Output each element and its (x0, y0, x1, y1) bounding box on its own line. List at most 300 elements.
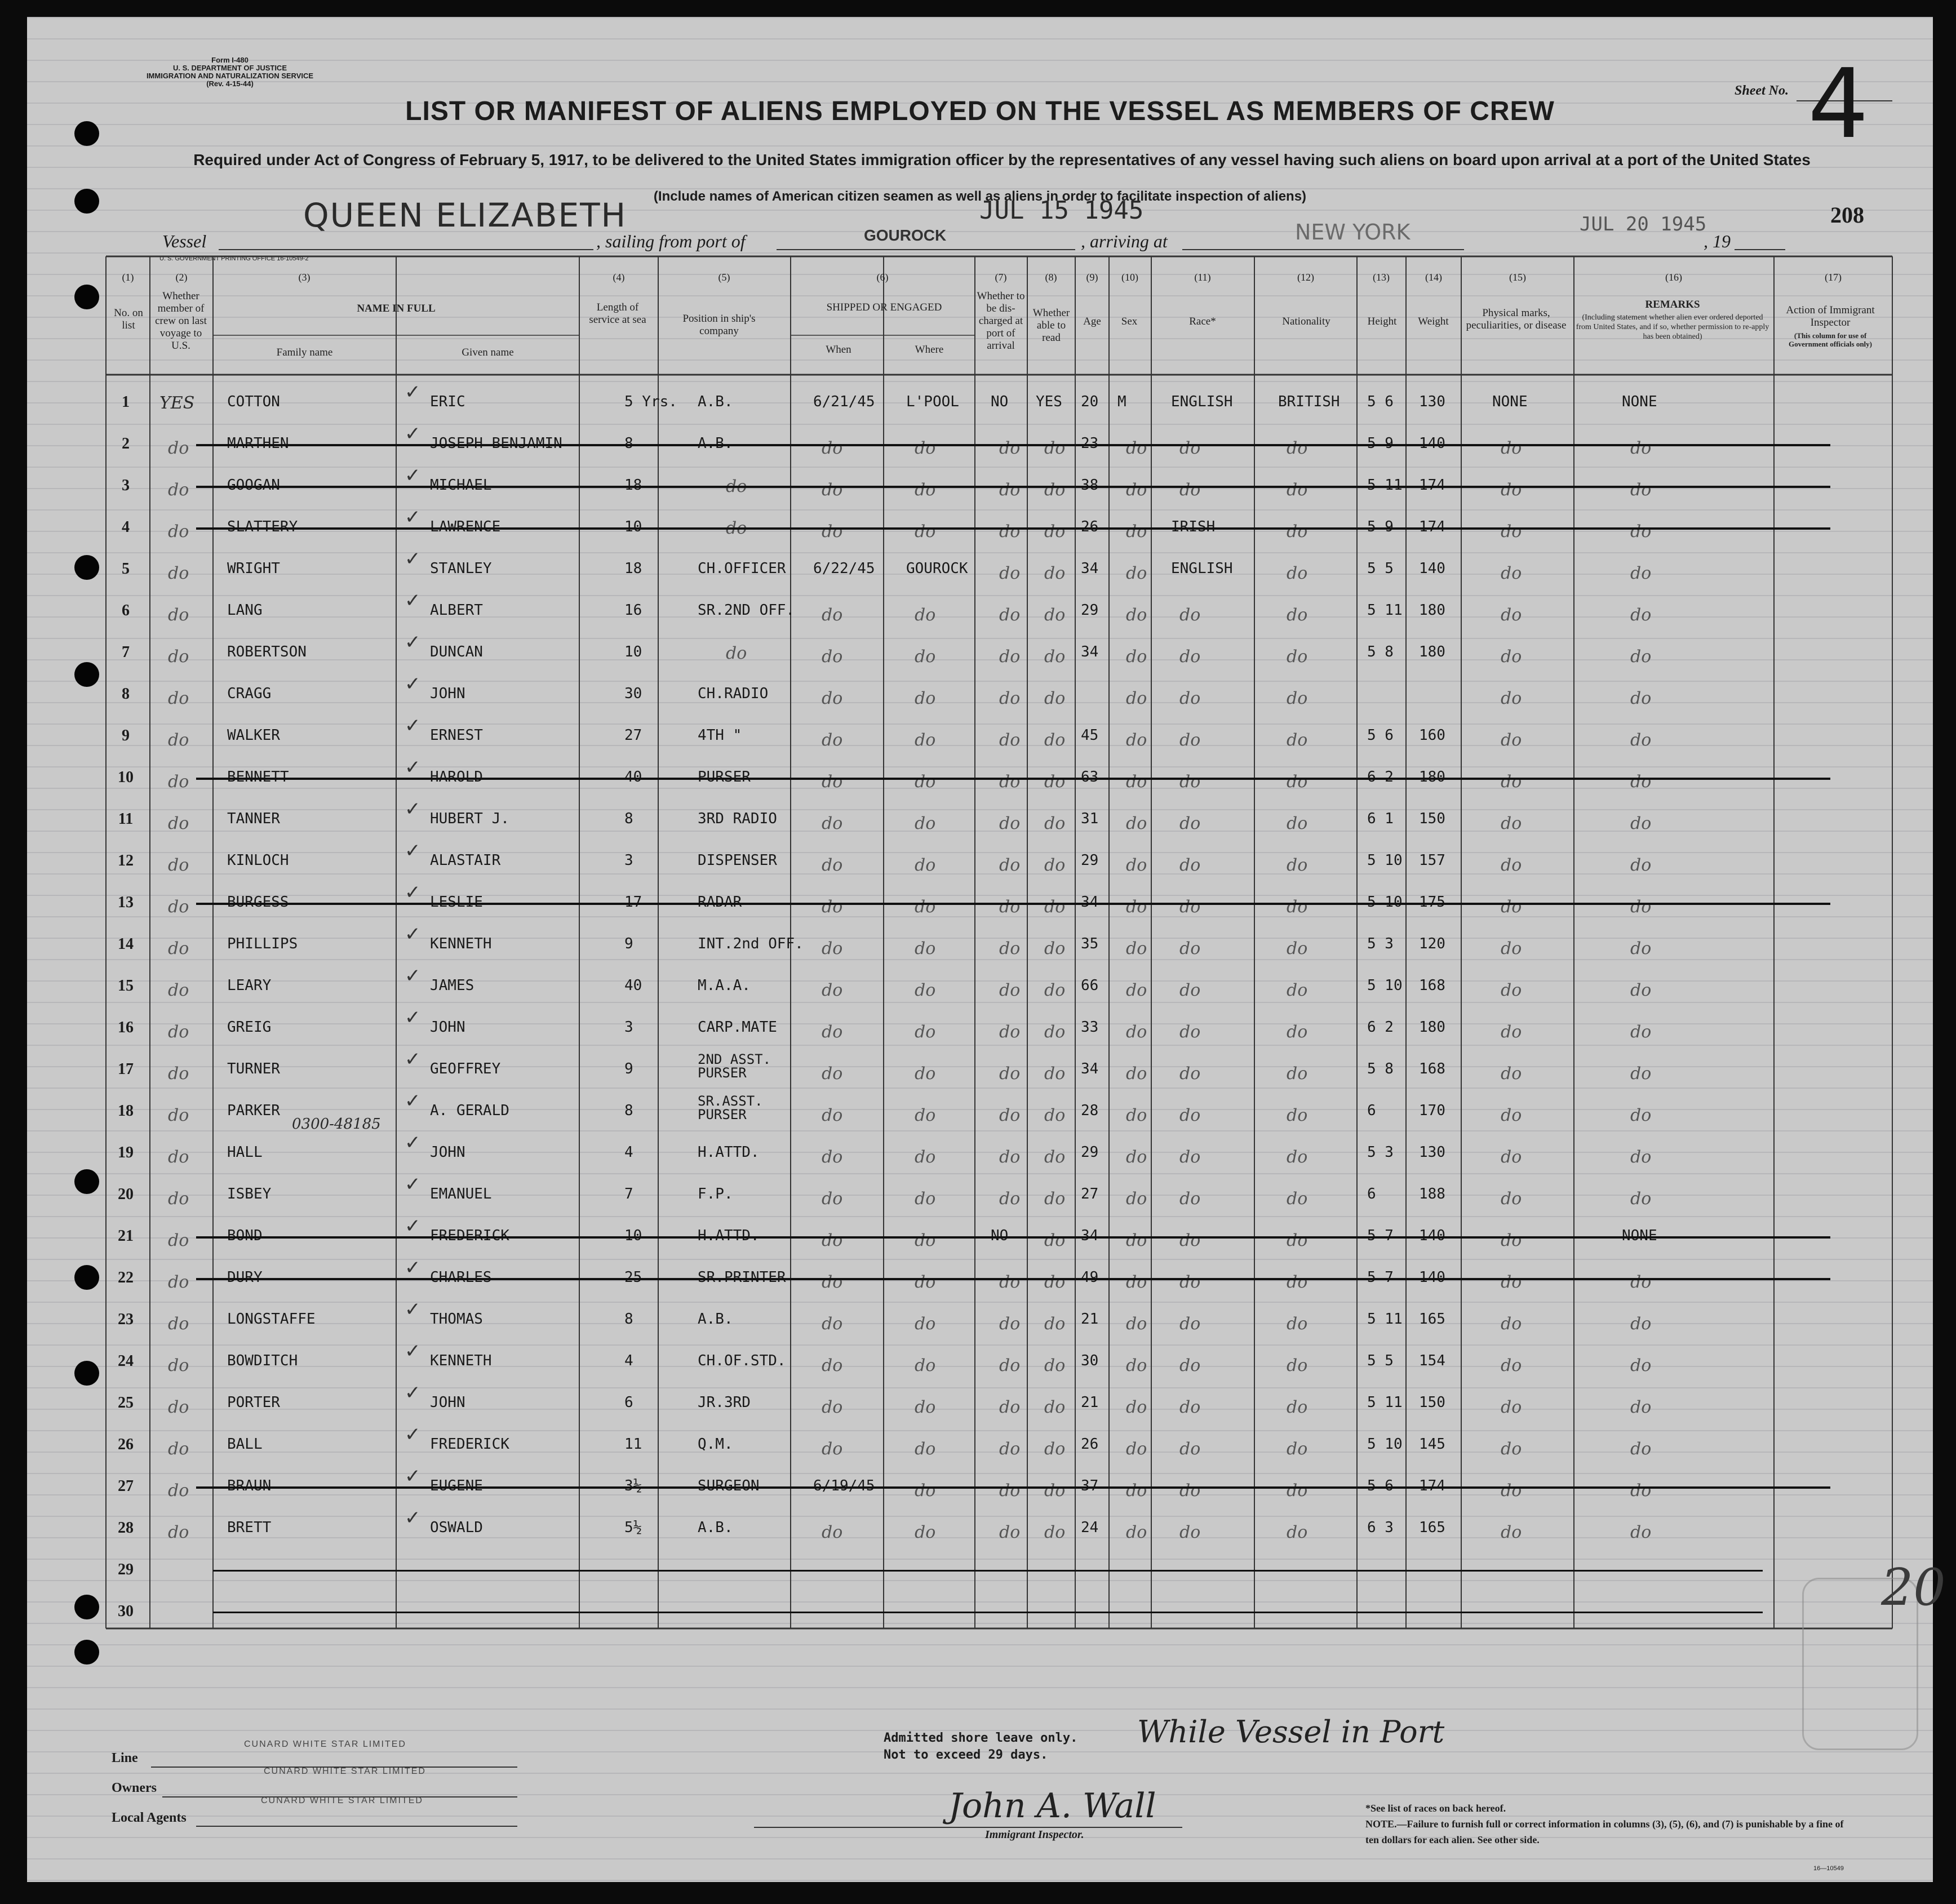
ditto-mark: do (1126, 438, 1147, 458)
ditto-mark: do (168, 1231, 189, 1250)
ditto-mark: do (1287, 1106, 1308, 1125)
family-name: LONGSTAFFE (227, 1311, 316, 1328)
ditto-mark: do (1044, 855, 1066, 875)
column-number: (4) (613, 272, 625, 283)
position: H.ATTD. (698, 1227, 760, 1244)
ditto-mark: do (1501, 522, 1522, 542)
year-underline (1735, 249, 1785, 250)
height: 5 7 (1367, 1269, 1394, 1286)
agents-underline (196, 1826, 517, 1827)
ditto-mark: do (1044, 1106, 1066, 1125)
ditto-mark: do (1126, 897, 1147, 917)
arriving-underline (1182, 249, 1464, 250)
arrival-date-stamp: JUL 20 1945 (1580, 213, 1707, 236)
service-length: 18 (624, 477, 642, 494)
punch-hole (74, 1640, 99, 1665)
strike-through-line (196, 1278, 1830, 1280)
ditto-mark: do (1044, 1231, 1066, 1250)
ditto-mark: do (1179, 1189, 1201, 1209)
family-name: BRETT (227, 1519, 272, 1536)
ditto-mark: do (1630, 563, 1652, 583)
ditto-mark: do (1501, 480, 1522, 500)
family-name: BOND (227, 1227, 263, 1244)
ditto-mark: do (168, 1481, 189, 1501)
row-number: 8 (122, 685, 130, 703)
service-length: 4 (624, 1352, 633, 1369)
ditto-mark: do (1501, 855, 1522, 875)
age: 37 (1081, 1477, 1099, 1494)
row-number: 17 (118, 1060, 134, 1078)
ditto-mark: do (999, 1314, 1021, 1334)
height: 5 7 (1367, 1227, 1394, 1244)
sheet-number: 4 (1808, 48, 1869, 160)
header-family-name: Family name (276, 347, 333, 358)
ditto-mark: do (1501, 438, 1522, 458)
strike-through-line (196, 486, 1830, 488)
ditto-mark: do (168, 1523, 189, 1542)
row-number: 20 (118, 1186, 134, 1203)
weight: 160 (1419, 727, 1445, 744)
ditto-mark: do (999, 772, 1021, 792)
ditto-mark: do (1501, 1481, 1522, 1501)
row-number: 28 (118, 1519, 134, 1537)
strike-through-line (196, 903, 1830, 905)
agents-company: CUNARD WHITE STAR LIMITED (261, 1796, 423, 1805)
ditto-mark: do (1126, 1272, 1147, 1292)
ditto-mark: do (1179, 689, 1201, 708)
service-length: 8 (624, 810, 633, 827)
column-number: (5) (718, 272, 730, 283)
ditto-mark: do (915, 522, 936, 542)
ditto-mark: do (1501, 1064, 1522, 1084)
sailing-underline (777, 249, 1075, 250)
field-when: 6/21/45 (813, 393, 875, 410)
ditto-mark: do (168, 647, 189, 667)
service-length: 17 (624, 894, 642, 911)
column-number: (15) (1509, 272, 1526, 283)
punch-hole (74, 555, 99, 580)
given-name: CHARLES (430, 1269, 492, 1286)
family-name: KINLOCH (227, 852, 289, 869)
ditto-mark: do (1126, 772, 1147, 792)
manifest-sheet (27, 17, 1946, 1882)
ditto-mark: do (1126, 1189, 1147, 1209)
ditto-mark: do (1501, 730, 1522, 750)
ditto-mark: do (1630, 1189, 1652, 1209)
check-mark-icon: ✓ (405, 1173, 421, 1196)
strike-through-line (196, 778, 1830, 780)
ditto-mark: do (915, 897, 936, 917)
given-name: ERNEST (430, 727, 483, 744)
weight: 150 (1419, 810, 1445, 827)
service-length: 5½ (624, 1519, 642, 1536)
statute-text: Required under Act of Congress of February 5, 1917, to be delivered to the United States immigration officer by the representatives of any vessel having such aliens on board upon arrival at a port of the United States (193, 151, 1811, 168)
ditto-mark: do (1044, 1397, 1066, 1417)
ditto-mark: do (1630, 814, 1652, 833)
ditto-mark: do (1044, 1147, 1066, 1167)
given-name: HAROLD (430, 769, 483, 785)
column-number: (9) (1086, 272, 1098, 283)
column-number: (13) (1373, 272, 1390, 283)
field-when: 6/22/45 (813, 560, 875, 577)
ditto-mark: do (168, 522, 189, 542)
inspector-signature: John A. Wall (948, 1786, 1156, 1826)
ditto-mark: do (1287, 730, 1308, 750)
ditto-mark: do (1126, 522, 1147, 542)
ditto-mark: do (1179, 1147, 1201, 1167)
row-number: 22 (118, 1269, 134, 1286)
position: SR.2ND OFF. (698, 602, 795, 619)
ditto-mark: do (915, 438, 936, 458)
ditto-mark: do (1179, 1106, 1201, 1125)
weight: 180 (1419, 1019, 1445, 1036)
ditto-mark: do (999, 980, 1021, 1000)
strike-through-line (196, 1236, 1830, 1239)
check-mark-icon: ✓ (405, 423, 421, 445)
family-name: LANG (227, 602, 263, 619)
ditto-mark: do (1630, 1147, 1652, 1167)
check-mark-icon: ✓ (405, 1090, 421, 1112)
family-name: HALL (227, 1144, 263, 1161)
ditto-mark: do (168, 897, 189, 917)
field-prev: YES (159, 393, 195, 413)
field-disch: NO (991, 1227, 1009, 1244)
weight: 130 (1419, 393, 1445, 410)
weight: 165 (1419, 1311, 1445, 1328)
weight: 188 (1419, 1186, 1445, 1202)
given-name: MICHAEL (430, 477, 492, 494)
header-discharged: Whether to be dis-charged at port of arrival (977, 290, 1025, 352)
column-number: (3) (298, 272, 311, 283)
row-number: 2 (122, 435, 130, 452)
field-where: L'POOL (906, 393, 959, 410)
ditto-mark: do (1501, 605, 1522, 625)
given-name: JOSEPH BENJAMIN (430, 435, 562, 452)
header-position: Position in ship's company (682, 313, 756, 337)
weight: 140 (1419, 560, 1445, 577)
position: CH.OF.STD. (698, 1352, 786, 1369)
column-number: (7) (995, 272, 1007, 283)
check-mark-icon: ✓ (405, 881, 421, 904)
ditto-mark: do (822, 647, 843, 667)
height: 5 11 (1367, 477, 1403, 494)
ditto-mark: do (1287, 814, 1308, 833)
position: 3RD RADIO (698, 810, 777, 827)
ditto-mark: do (999, 1439, 1021, 1459)
header-prev-voyage: Whether member of crew on last voyage to U.S. (155, 290, 207, 352)
ditto-mark: do (822, 605, 843, 625)
family-name: BRAUN (227, 1477, 272, 1494)
given-name: JOHN (430, 1394, 465, 1411)
age: 63 (1081, 769, 1099, 785)
ditto-mark: do (915, 730, 936, 750)
column-number: (10) (1121, 272, 1138, 283)
ditto-mark: do (1179, 980, 1201, 1000)
ditto-mark: do (1126, 855, 1147, 875)
ditto-mark: do (1044, 1189, 1066, 1209)
ditto-mark: do (915, 1481, 936, 1501)
ditto-mark: do (1630, 480, 1652, 500)
ditto-mark: do (1287, 772, 1308, 792)
check-mark-icon: ✓ (405, 506, 421, 529)
ditto-mark: do (915, 1231, 936, 1250)
given-name: JAMES (430, 977, 474, 994)
height: 6 2 (1367, 1019, 1394, 1036)
field-sex: M (1117, 393, 1126, 410)
ditto-mark: do (1179, 897, 1201, 917)
family-name: TURNER (227, 1060, 280, 1077)
owners-label: Owners (112, 1781, 157, 1795)
ditto-mark: do (822, 1022, 843, 1042)
family-name: GOOGAN (227, 477, 280, 494)
service-length: 16 (624, 602, 642, 619)
check-mark-icon: ✓ (405, 1048, 421, 1071)
age: 49 (1081, 1269, 1099, 1286)
given-name: KENNETH (430, 1352, 492, 1369)
check-mark-icon: ✓ (405, 714, 421, 737)
height: 5 11 (1367, 1394, 1403, 1411)
ditto-mark: do (1126, 480, 1147, 500)
ditto-mark: do (1044, 605, 1066, 625)
ditto-mark: do (1630, 647, 1652, 667)
ditto-mark: do (1287, 522, 1308, 542)
ditto-mark: do (1287, 1064, 1308, 1084)
check-mark-icon: ✓ (405, 1340, 421, 1362)
row-number: 18 (118, 1102, 134, 1120)
ditto-mark: do (822, 1314, 843, 1334)
ditto-mark: do (168, 814, 189, 833)
races-note: *See list of races on back hereof. (1365, 1803, 1506, 1814)
ditto-mark: do (1630, 1064, 1652, 1084)
position: INT.2nd OFF. (698, 935, 804, 952)
age: 34 (1081, 1227, 1099, 1244)
ditto-mark: do (1126, 689, 1147, 708)
ditto-mark: do (822, 1189, 843, 1209)
position: A.B. (698, 1519, 733, 1536)
ditto-mark: do (1630, 1272, 1652, 1292)
ditto-mark: do (1044, 689, 1066, 708)
row-number: 10 (118, 769, 134, 786)
ditto-mark: do (1179, 1481, 1201, 1501)
weight: 180 (1419, 602, 1445, 619)
position: PURSER (698, 769, 751, 785)
family-name: ISBEY (227, 1186, 272, 1202)
ditto-mark: do (1126, 563, 1147, 583)
admission-line-2: Not to exceed 29 days. (884, 1748, 1048, 1762)
height: 5 10 (1367, 852, 1403, 869)
given-name: EMANUEL (430, 1186, 492, 1202)
ditto-mark: do (822, 1272, 843, 1292)
check-mark-icon: ✓ (405, 923, 421, 946)
ditto-mark: do (915, 689, 936, 708)
weight: 174 (1419, 1477, 1445, 1494)
ditto-mark: do (1630, 1481, 1652, 1501)
ditto-mark: do (1630, 1022, 1652, 1042)
ditto-mark: do (822, 1397, 843, 1417)
header-remarks-note: (Including statement whether alien ever ordered deported from United States, and if so, whether permission to re-apply has been obtained) (1576, 313, 1769, 341)
form-identifier (123, 56, 337, 88)
ditto-mark: do (999, 897, 1021, 917)
ditto-mark: do (915, 1439, 936, 1459)
ditto-mark: do (1501, 1523, 1522, 1542)
family-name: MARTHEN (227, 435, 289, 452)
header-given-name: Given name (462, 347, 514, 358)
ditto-mark: do (1044, 1523, 1066, 1542)
vessel-name: QUEEN ELIZABETH (303, 196, 627, 234)
ditto-mark: do (1501, 1314, 1522, 1334)
ditto-mark: do (999, 605, 1021, 625)
ditto-mark: do (1287, 1481, 1308, 1501)
age: 27 (1081, 1186, 1099, 1202)
age: 23 (1081, 435, 1099, 452)
ditto-mark: do (168, 939, 189, 958)
position: M.A.A. (698, 977, 751, 994)
ditto-mark: do (999, 855, 1021, 875)
position: SURGEON (698, 1477, 760, 1494)
weight: 157 (1419, 852, 1445, 869)
ditto-mark: do (1179, 1231, 1201, 1250)
ditto-mark: do (1287, 480, 1308, 500)
ditto-mark: do (822, 1106, 843, 1125)
handwritten-file-number: 0300-48185 (292, 1116, 381, 1133)
ditto-mark: do (999, 1064, 1021, 1084)
ditto-mark: do (1501, 897, 1522, 917)
ditto-mark: do (168, 1147, 189, 1167)
given-name: THOMAS (430, 1311, 483, 1328)
age: 34 (1081, 560, 1099, 577)
check-mark-icon: ✓ (405, 673, 421, 695)
row-number: 6 (122, 602, 130, 619)
check-mark-icon: ✓ (405, 798, 421, 820)
position: CH.RADIO (698, 685, 769, 702)
ditto-mark: do (1126, 980, 1147, 1000)
family-name: PARKER (227, 1102, 280, 1119)
row-number: 14 (118, 935, 134, 953)
age: 21 (1081, 1394, 1099, 1411)
service-length: 10 (624, 1227, 642, 1244)
ditto-mark: do (1287, 897, 1308, 917)
family-name: BURGESS (227, 894, 289, 911)
ditto-mark: do (1501, 1189, 1522, 1209)
position: Q.M. (698, 1436, 733, 1453)
height: 6 (1367, 1102, 1376, 1119)
service-length: 8 (624, 1311, 633, 1328)
column-number: (17) (1825, 272, 1842, 283)
ditto-mark: do (822, 939, 843, 958)
weight: 140 (1419, 1227, 1445, 1244)
row-number: 7 (122, 643, 130, 661)
field-disch: NO (991, 393, 1009, 410)
header-race: Race* (1189, 316, 1216, 327)
ditto-mark: do (822, 1147, 843, 1167)
weight: 140 (1419, 1269, 1445, 1286)
check-mark-icon: ✓ (405, 548, 421, 570)
ditto-mark: do (1126, 647, 1147, 667)
ditto-mark: do (1044, 522, 1066, 542)
age: 29 (1081, 1144, 1099, 1161)
row-number: 15 (118, 977, 134, 995)
family-name: SLATTERY (227, 518, 298, 535)
ditto-mark: do (915, 939, 936, 958)
ditto-mark: do (915, 772, 936, 792)
ditto-mark: do (822, 689, 843, 708)
row-number: 9 (122, 727, 130, 744)
age: 24 (1081, 1519, 1099, 1536)
ditto-mark: do (915, 1272, 936, 1292)
owners-company: CUNARD WHITE STAR LIMITED (264, 1767, 426, 1776)
height: 5 9 (1367, 518, 1394, 535)
age: 26 (1081, 518, 1099, 535)
row-number: 26 (118, 1436, 134, 1453)
ditto-mark: do (999, 647, 1021, 667)
height: 5 6 (1367, 1477, 1394, 1494)
given-name: GEOFFREY (430, 1060, 501, 1077)
ditto-mark: do (1126, 1356, 1147, 1375)
ditto-mark: do (999, 814, 1021, 833)
field-race: IRISH (1171, 518, 1216, 535)
check-mark-icon: ✓ (405, 1006, 421, 1029)
ditto-mark: do (822, 1064, 843, 1084)
check-mark-icon: ✓ (405, 1423, 421, 1446)
header-action-note: (This column for use of Government officials only) (1788, 331, 1873, 348)
ditto-mark: do (1179, 939, 1201, 958)
ditto-mark: do (1287, 1356, 1308, 1375)
family-name: BALL (227, 1436, 263, 1453)
age: 34 (1081, 894, 1099, 911)
ditto-mark: do (915, 855, 936, 875)
column-number: (12) (1297, 272, 1314, 283)
ditto-mark: do (1044, 438, 1066, 458)
field-where: GOUROCK (906, 560, 968, 577)
ditto-mark: do (999, 1481, 1021, 1501)
check-mark-icon: ✓ (405, 1382, 421, 1404)
service-length: 9 (624, 935, 633, 952)
ditto-mark: do (1501, 689, 1522, 708)
ditto-mark: do (1501, 980, 1522, 1000)
ditto-mark: do (168, 772, 189, 792)
header-age: Age (1083, 316, 1101, 327)
given-name: OSWALD (430, 1519, 483, 1536)
ditto-mark: do (1044, 1314, 1066, 1334)
check-mark-icon: ✓ (405, 1131, 421, 1154)
given-name: DUNCAN (430, 643, 483, 660)
check-mark-icon: ✓ (405, 1507, 421, 1529)
check-mark-icon: ✓ (405, 1215, 421, 1237)
serial-number: 208 (1830, 202, 1864, 228)
row-number: 21 (118, 1227, 134, 1245)
ditto-mark: do (1044, 480, 1066, 500)
vessel-label: Vessel (162, 231, 207, 251)
given-name: ALBERT (430, 602, 483, 619)
family-name: PHILLIPS (227, 935, 298, 952)
height: 5 5 (1367, 560, 1394, 577)
service-length: 8 (624, 1102, 633, 1119)
ditto-mark: do (168, 1064, 189, 1084)
field-race: ENGLISH (1171, 560, 1233, 577)
ditto-mark: do (1501, 772, 1522, 792)
given-name: EUGENE (430, 1477, 483, 1494)
height: 5 6 (1367, 727, 1394, 744)
line-company: CUNARD WHITE STAR LIMITED (244, 1739, 406, 1749)
form-number: Form I-480 (211, 56, 249, 64)
header-length-service: Length of service at sea (589, 301, 646, 326)
ditto-mark: do (1501, 1231, 1522, 1250)
arrival-port: NEW YORK (1295, 220, 1411, 245)
height: 5 8 (1367, 643, 1394, 660)
ditto-mark: do (1044, 563, 1066, 583)
ditto-mark: do (1501, 1356, 1522, 1375)
ditto-mark: do (999, 1272, 1021, 1292)
